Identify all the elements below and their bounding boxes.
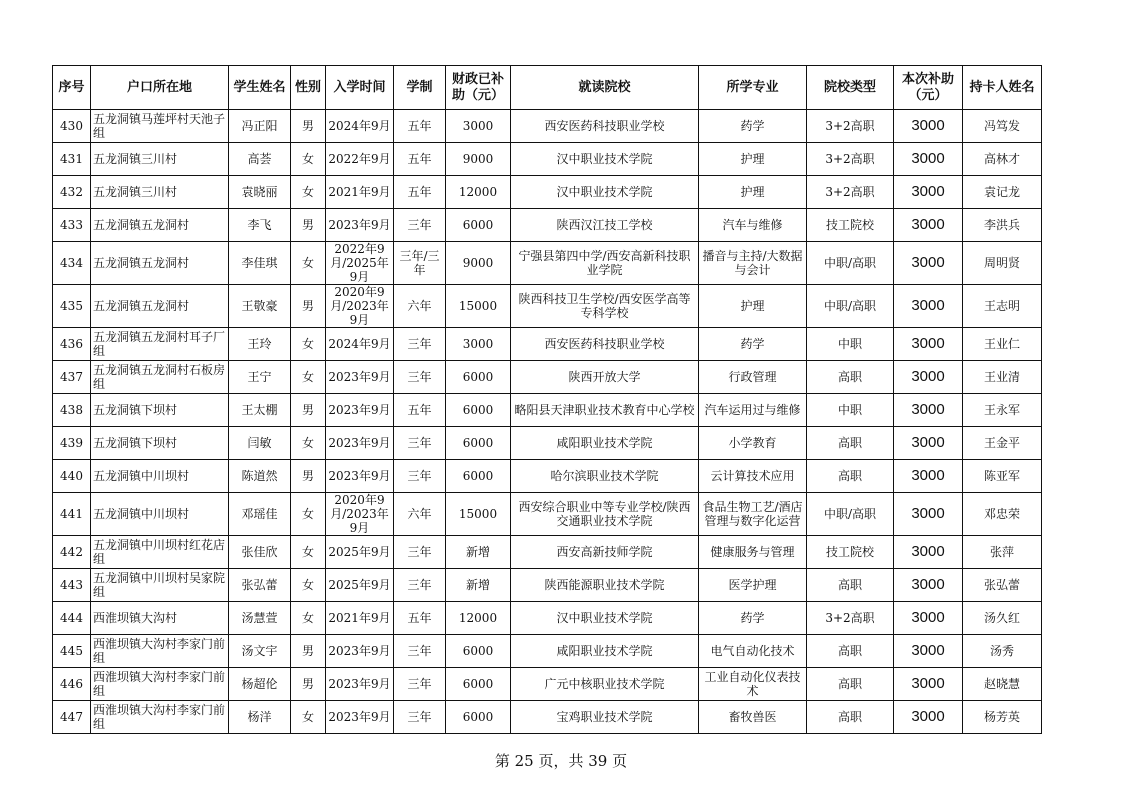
cell-enroll-date: 2024年9月 [326, 110, 394, 143]
cell-school: 广元中核职业技术学院 [511, 668, 699, 701]
cell-residence: 五龙洞镇下坝村 [91, 427, 229, 460]
table-row [53, 635, 1042, 668]
cell-major: 药学 [699, 328, 807, 361]
cell-cardholder: 王志明 [963, 285, 1042, 328]
cell-enroll-date: 2023年9月 [326, 701, 394, 734]
cell-current-subsidy: 3000 [894, 460, 963, 493]
cell-school-type: 高职 [807, 361, 894, 394]
cell-duration: 六年 [394, 285, 446, 328]
cell-residence: 五龙洞镇五龙洞村 [91, 209, 229, 242]
table-header-row [53, 66, 1042, 110]
cell-cardholder: 李洪兵 [963, 209, 1042, 242]
cell-prior-subsidy: 12000 [446, 602, 511, 635]
cell-duration: 三年 [394, 361, 446, 394]
cell-student-name: 张弘蕾 [229, 569, 291, 602]
cell-residence: 西淮坝镇大沟村李家门前组 [91, 668, 229, 701]
cell-duration: 五年 [394, 110, 446, 143]
subsidy-table [52, 65, 1042, 734]
cell-student-name: 李飞 [229, 209, 291, 242]
cell-student-name: 冯正阳 [229, 110, 291, 143]
cell-student-name: 汤慧萱 [229, 602, 291, 635]
table-row [53, 460, 1042, 493]
cell-student-name: 陈道然 [229, 460, 291, 493]
cell-prior-subsidy: 3000 [446, 110, 511, 143]
cell-gender: 男 [291, 285, 326, 328]
cell-serial: 437 [53, 361, 91, 394]
table-row [53, 143, 1042, 176]
cell-cardholder: 王永军 [963, 394, 1042, 427]
cell-residence: 五龙洞镇中川坝村 [91, 493, 229, 536]
cell-school-type: 高职 [807, 701, 894, 734]
cell-cardholder: 邓忠荣 [963, 493, 1042, 536]
cell-enroll-date: 2025年9月 [326, 536, 394, 569]
cell-current-subsidy: 3000 [894, 427, 963, 460]
cell-residence: 五龙洞镇三川村 [91, 143, 229, 176]
cell-duration: 三年 [394, 701, 446, 734]
cell-cardholder: 陈亚军 [963, 460, 1042, 493]
cell-school-type: 技工院校 [807, 536, 894, 569]
cell-major: 云计算技术应用 [699, 460, 807, 493]
cell-prior-subsidy: 新增 [446, 569, 511, 602]
cell-duration: 三年 [394, 536, 446, 569]
cell-residence: 五龙洞镇五龙洞村 [91, 242, 229, 285]
cell-major: 护理 [699, 285, 807, 328]
cell-duration: 五年 [394, 394, 446, 427]
table-row [53, 176, 1042, 209]
cell-school: 西安医药科技职业学校 [511, 110, 699, 143]
cell-school-type: 高职 [807, 668, 894, 701]
cell-serial: 438 [53, 394, 91, 427]
cell-residence: 五龙洞镇五龙洞村 [91, 285, 229, 328]
header-duration: 学制 [394, 66, 446, 110]
cell-school-type: 高职 [807, 569, 894, 602]
cell-residence: 五龙洞镇下坝村 [91, 394, 229, 427]
cell-enroll-date: 2023年9月 [326, 361, 394, 394]
cell-current-subsidy: 3000 [894, 536, 963, 569]
cell-serial: 434 [53, 242, 91, 285]
cell-residence: 五龙洞镇五龙洞村石板房组 [91, 361, 229, 394]
cell-prior-subsidy: 6000 [446, 361, 511, 394]
cell-major: 小学教育 [699, 427, 807, 460]
cell-student-name: 杨超伦 [229, 668, 291, 701]
cell-enroll-date: 2021年9月 [326, 176, 394, 209]
cell-cardholder: 袁记龙 [963, 176, 1042, 209]
cell-school: 陕西开放大学 [511, 361, 699, 394]
cell-gender: 女 [291, 569, 326, 602]
cell-gender: 女 [291, 602, 326, 635]
cell-student-name: 王太棚 [229, 394, 291, 427]
cell-enroll-date: 2023年9月 [326, 427, 394, 460]
table-row [53, 602, 1042, 635]
cell-school-type: 中职 [807, 328, 894, 361]
cell-school-type: 3+2高职 [807, 602, 894, 635]
cell-student-name: 王玲 [229, 328, 291, 361]
cell-school-type: 中职/高职 [807, 242, 894, 285]
cell-enroll-date: 2023年9月 [326, 209, 394, 242]
header-residence: 户口所在地 [91, 66, 229, 110]
cell-cardholder: 赵晓慧 [963, 668, 1042, 701]
cell-cardholder: 张萍 [963, 536, 1042, 569]
cell-gender: 男 [291, 209, 326, 242]
cell-duration: 三年 [394, 668, 446, 701]
cell-cardholder: 杨芳英 [963, 701, 1042, 734]
cell-student-name: 邓瑶佳 [229, 493, 291, 536]
cell-school: 西安高新技师学院 [511, 536, 699, 569]
cell-student-name: 王宁 [229, 361, 291, 394]
cell-school-type: 中职/高职 [807, 493, 894, 536]
cell-cardholder: 高林才 [963, 143, 1042, 176]
cell-cardholder: 王业清 [963, 361, 1042, 394]
cell-cardholder: 张弘蕾 [963, 569, 1042, 602]
cell-major: 食品生物工艺/酒店管理与数字化运营 [699, 493, 807, 536]
cell-residence: 西淮坝镇大沟村 [91, 602, 229, 635]
cell-gender: 女 [291, 427, 326, 460]
header-cardholder: 持卡人姓名 [963, 66, 1042, 110]
cell-prior-subsidy: 6000 [446, 209, 511, 242]
cell-residence: 五龙洞镇马莲坪村天池子组 [91, 110, 229, 143]
cell-prior-subsidy: 6000 [446, 701, 511, 734]
cell-duration: 三年 [394, 460, 446, 493]
cell-current-subsidy: 3000 [894, 493, 963, 536]
cell-major: 护理 [699, 143, 807, 176]
cell-major: 汽车与维修 [699, 209, 807, 242]
cell-current-subsidy: 3000 [894, 242, 963, 285]
cell-current-subsidy: 3000 [894, 209, 963, 242]
cell-serial: 447 [53, 701, 91, 734]
cell-student-name: 袁晓丽 [229, 176, 291, 209]
cell-cardholder: 汤秀 [963, 635, 1042, 668]
cell-duration: 三年 [394, 328, 446, 361]
page-footer: 第 25 页，共 39 页 [494, 752, 628, 770]
cell-serial: 440 [53, 460, 91, 493]
cell-serial: 432 [53, 176, 91, 209]
cell-school: 陕西能源职业技术学院 [511, 569, 699, 602]
cell-duration: 五年 [394, 176, 446, 209]
cell-gender: 女 [291, 701, 326, 734]
cell-enroll-date: 2022年9月/2025年9月 [326, 242, 394, 285]
cell-school: 汉中职业技术学院 [511, 143, 699, 176]
cell-school-type: 中职/高职 [807, 285, 894, 328]
cell-cardholder: 王金平 [963, 427, 1042, 460]
cell-school-type: 技工院校 [807, 209, 894, 242]
cell-serial: 446 [53, 668, 91, 701]
cell-current-subsidy: 3000 [894, 569, 963, 602]
cell-prior-subsidy: 3000 [446, 328, 511, 361]
cell-school-type: 高职 [807, 460, 894, 493]
cell-current-subsidy: 3000 [894, 328, 963, 361]
cell-prior-subsidy: 15000 [446, 285, 511, 328]
cell-enroll-date: 2020年9月/2023年9月 [326, 493, 394, 536]
cell-major: 畜牧兽医 [699, 701, 807, 734]
cell-gender: 女 [291, 242, 326, 285]
table-row [53, 328, 1042, 361]
cell-school: 咸阳职业技术学院 [511, 635, 699, 668]
cell-prior-subsidy: 9000 [446, 143, 511, 176]
cell-residence: 五龙洞镇中川坝村 [91, 460, 229, 493]
cell-prior-subsidy: 6000 [446, 427, 511, 460]
header-gender: 性别 [291, 66, 326, 110]
header-student-name: 学生姓名 [229, 66, 291, 110]
cell-serial: 436 [53, 328, 91, 361]
cell-student-name: 李佳琪 [229, 242, 291, 285]
cell-gender: 女 [291, 328, 326, 361]
cell-school: 汉中职业技术学院 [511, 602, 699, 635]
cell-enroll-date: 2023年9月 [326, 394, 394, 427]
cell-school-type: 3+2高职 [807, 176, 894, 209]
cell-school-type: 3+2高职 [807, 143, 894, 176]
cell-cardholder: 王业仁 [963, 328, 1042, 361]
cell-current-subsidy: 3000 [894, 394, 963, 427]
table-row [53, 285, 1042, 328]
cell-student-name: 王敬豪 [229, 285, 291, 328]
cell-student-name: 闫敏 [229, 427, 291, 460]
cell-major: 播音与主持/大数据与会计 [699, 242, 807, 285]
cell-school: 略阳县天津职业技术教育中心学校 [511, 394, 699, 427]
cell-major: 医学护理 [699, 569, 807, 602]
cell-current-subsidy: 3000 [894, 701, 963, 734]
table-row [53, 668, 1042, 701]
cell-cardholder: 周明贤 [963, 242, 1042, 285]
cell-major: 电气自动化技术 [699, 635, 807, 668]
cell-current-subsidy: 3000 [894, 143, 963, 176]
cell-gender: 男 [291, 110, 326, 143]
cell-enroll-date: 2023年9月 [326, 635, 394, 668]
cell-gender: 男 [291, 668, 326, 701]
table-row [53, 361, 1042, 394]
cell-serial: 445 [53, 635, 91, 668]
cell-school: 咸阳职业技术学院 [511, 427, 699, 460]
cell-duration: 三年/三年 [394, 242, 446, 285]
cell-school-type: 3+2高职 [807, 110, 894, 143]
cell-major: 行政管理 [699, 361, 807, 394]
cell-residence: 西淮坝镇大沟村李家门前组 [91, 701, 229, 734]
header-current-subsidy: 本次补助（元） [894, 66, 963, 110]
cell-current-subsidy: 3000 [894, 361, 963, 394]
cell-duration: 六年 [394, 493, 446, 536]
table-row [53, 110, 1042, 143]
cell-school-type: 高职 [807, 635, 894, 668]
cell-cardholder: 汤久红 [963, 602, 1042, 635]
cell-major: 汽车运用过与维修 [699, 394, 807, 427]
cell-duration: 三年 [394, 209, 446, 242]
cell-prior-subsidy: 6000 [446, 394, 511, 427]
cell-gender: 男 [291, 394, 326, 427]
cell-enroll-date: 2022年9月 [326, 143, 394, 176]
cell-current-subsidy: 3000 [894, 668, 963, 701]
cell-serial: 439 [53, 427, 91, 460]
cell-major: 药学 [699, 602, 807, 635]
cell-school-type: 高职 [807, 427, 894, 460]
cell-prior-subsidy: 6000 [446, 460, 511, 493]
cell-current-subsidy: 3000 [894, 176, 963, 209]
cell-gender: 女 [291, 536, 326, 569]
cell-student-name: 汤文宇 [229, 635, 291, 668]
cell-prior-subsidy: 6000 [446, 635, 511, 668]
cell-enroll-date: 2025年9月 [326, 569, 394, 602]
cell-residence: 五龙洞镇中川坝村红花店组 [91, 536, 229, 569]
cell-gender: 男 [291, 460, 326, 493]
cell-enroll-date: 2021年9月 [326, 602, 394, 635]
cell-school: 宝鸡职业技术学院 [511, 701, 699, 734]
cell-cardholder: 冯笃发 [963, 110, 1042, 143]
cell-duration: 五年 [394, 143, 446, 176]
cell-serial: 431 [53, 143, 91, 176]
cell-school-type: 中职 [807, 394, 894, 427]
cell-duration: 三年 [394, 569, 446, 602]
cell-current-subsidy: 3000 [894, 110, 963, 143]
cell-enroll-date: 2023年9月 [326, 668, 394, 701]
table-row [53, 242, 1042, 285]
cell-student-name: 高荟 [229, 143, 291, 176]
table-row [53, 536, 1042, 569]
cell-serial: 444 [53, 602, 91, 635]
cell-serial: 443 [53, 569, 91, 602]
cell-residence: 五龙洞镇五龙洞村耳子厂组 [91, 328, 229, 361]
cell-school: 西安综合职业中等专业学校/陕西交通职业技术学院 [511, 493, 699, 536]
cell-current-subsidy: 3000 [894, 635, 963, 668]
cell-current-subsidy: 3000 [894, 285, 963, 328]
cell-student-name: 张佳欣 [229, 536, 291, 569]
cell-residence: 五龙洞镇中川坝村吴家院组 [91, 569, 229, 602]
cell-school: 汉中职业技术学院 [511, 176, 699, 209]
header-school: 就读院校 [511, 66, 699, 110]
table-row [53, 427, 1042, 460]
cell-serial: 430 [53, 110, 91, 143]
cell-school: 哈尔滨职业技术学院 [511, 460, 699, 493]
cell-school: 西安医药科技职业学校 [511, 328, 699, 361]
cell-school: 宁强县第四中学/西安高新科技职业学院 [511, 242, 699, 285]
cell-serial: 441 [53, 493, 91, 536]
cell-enroll-date: 2020年9月/2023年9月 [326, 285, 394, 328]
cell-major: 护理 [699, 176, 807, 209]
cell-gender: 男 [291, 635, 326, 668]
cell-prior-subsidy: 6000 [446, 668, 511, 701]
table-row [53, 701, 1042, 734]
cell-gender: 女 [291, 143, 326, 176]
cell-prior-subsidy: 12000 [446, 176, 511, 209]
cell-student-name: 杨洋 [229, 701, 291, 734]
cell-prior-subsidy: 15000 [446, 493, 511, 536]
header-serial: 序号 [53, 66, 91, 110]
cell-gender: 女 [291, 176, 326, 209]
table-row [53, 394, 1042, 427]
cell-current-subsidy: 3000 [894, 602, 963, 635]
cell-major: 工业自动化仪表技术 [699, 668, 807, 701]
table-row [53, 209, 1042, 242]
cell-residence: 五龙洞镇三川村 [91, 176, 229, 209]
header-enroll-date: 入学时间 [326, 66, 394, 110]
cell-major: 药学 [699, 110, 807, 143]
cell-school: 陕西汉江技工学校 [511, 209, 699, 242]
header-prior-subsidy: 财政已补助（元） [446, 66, 511, 110]
cell-prior-subsidy: 9000 [446, 242, 511, 285]
cell-serial: 435 [53, 285, 91, 328]
cell-duration: 三年 [394, 427, 446, 460]
cell-serial: 433 [53, 209, 91, 242]
table-row [53, 493, 1042, 536]
cell-school: 陕西科技卫生学校/西安医学高等专科学校 [511, 285, 699, 328]
cell-residence: 西淮坝镇大沟村李家门前组 [91, 635, 229, 668]
cell-gender: 女 [291, 361, 326, 394]
cell-serial: 442 [53, 536, 91, 569]
cell-enroll-date: 2023年9月 [326, 460, 394, 493]
cell-major: 健康服务与管理 [699, 536, 807, 569]
cell-prior-subsidy: 新增 [446, 536, 511, 569]
header-major: 所学专业 [699, 66, 807, 110]
cell-gender: 女 [291, 493, 326, 536]
table-row [53, 569, 1042, 602]
cell-duration: 三年 [394, 635, 446, 668]
cell-duration: 五年 [394, 602, 446, 635]
header-school-type: 院校类型 [807, 66, 894, 110]
cell-enroll-date: 2024年9月 [326, 328, 394, 361]
